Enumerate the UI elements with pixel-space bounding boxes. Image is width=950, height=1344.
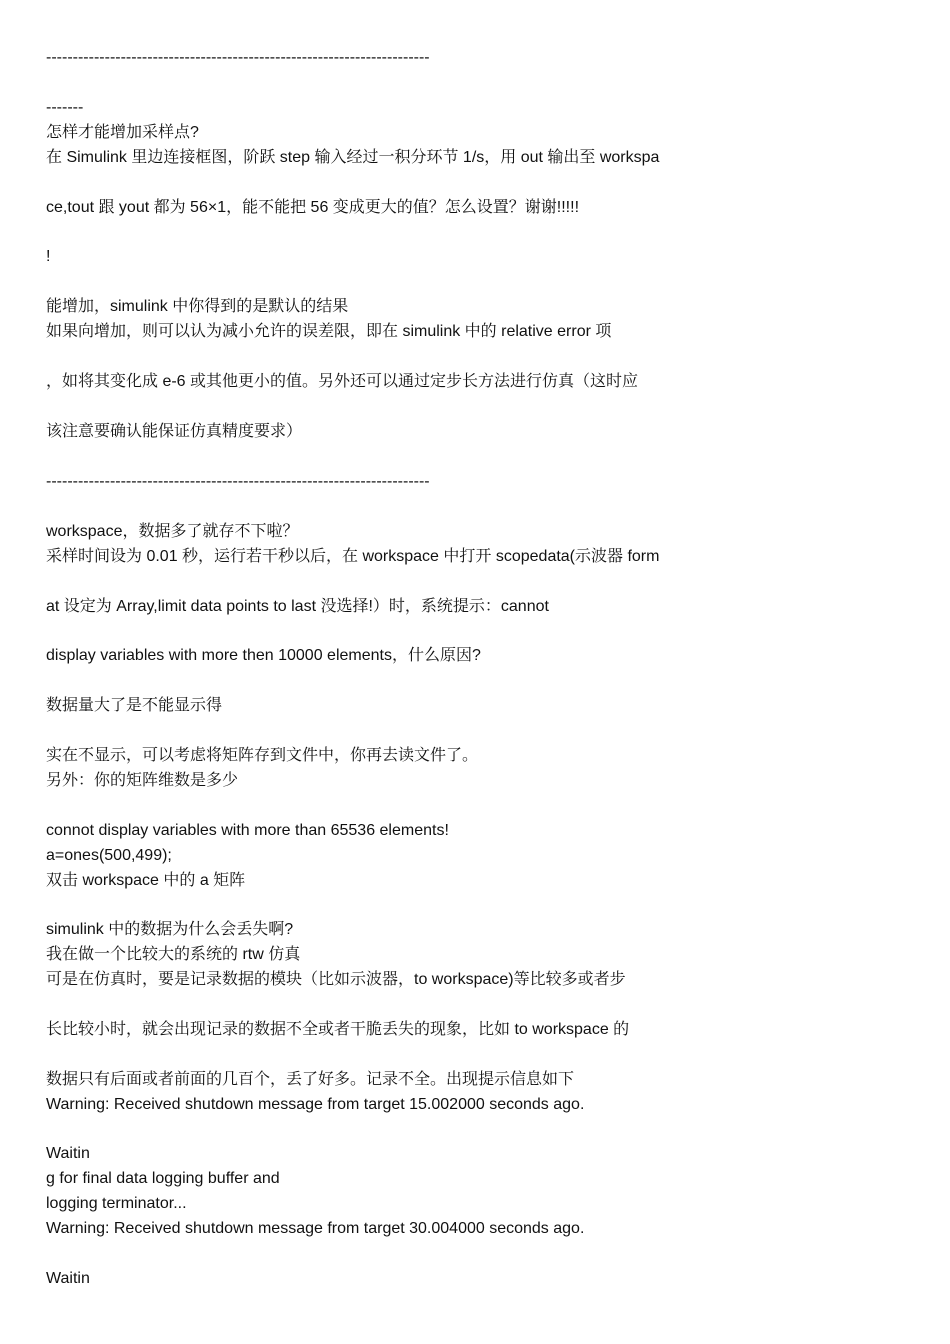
text-line: 在 Simulink 里边连接框图，阶跃 step 输入经过一积分环节 1/s，用 out 输出至 workspa bbox=[46, 149, 660, 166]
text-line: 数据量大了是不能显示得 bbox=[46, 697, 223, 714]
text-line: 双击 workspace 中的 a 矩阵 bbox=[46, 872, 246, 889]
text-line: ，如将其变化成 e-6 或其他更小的值。另外还可以通过定步长方法进行仿真（这时应 bbox=[46, 373, 639, 390]
text-line: 可是在仿真时，要是记录数据的模块（比如示波器，to workspace)等比较多或者步 bbox=[46, 971, 626, 988]
question-heading: 怎样才能增加采样点? bbox=[46, 124, 199, 141]
text-line: ! bbox=[46, 248, 51, 265]
text-line: 长比较小时，就会出现记录的数据不全或者干脆丢失的现象，比如 to workspace 的 bbox=[46, 1021, 630, 1038]
text-line: display variables with more then 10000 elements，什么原因? bbox=[46, 647, 481, 664]
question-heading: simulink 中的数据为什么会丢失啊? bbox=[46, 921, 294, 938]
warning-message: Warning: Received shutdown message from target 15.002000 seconds ago. bbox=[46, 1096, 585, 1113]
text-line: 如果向增加，则可以认为减小允许的误差限，即在 simulink 中的 relative error 项 bbox=[46, 323, 612, 340]
text-line: Waitin bbox=[46, 1145, 90, 1162]
text-line: at 设定为 Array,limit data points to last 没选择!）时，系统提示：cannot bbox=[46, 598, 549, 615]
text-line: 数据只有后面或者前面的几百个，丢了好多。记录不全。出现提示信息如下 bbox=[46, 1071, 575, 1088]
separator-line: ------------------------------------------------------------------------ bbox=[46, 473, 430, 490]
text-line: g for final data logging buffer and bbox=[46, 1170, 280, 1187]
separator-line: ------- bbox=[46, 99, 84, 116]
code-line: a=ones(500,499); bbox=[46, 847, 172, 864]
text-line: logging terminator... bbox=[46, 1195, 187, 1212]
text-line: Waitin bbox=[46, 1270, 90, 1287]
text-line: ce,tout 跟 yout 都为 56×1，能不能把 56 变成更大的值？怎么设置？谢谢!!!!! bbox=[46, 199, 580, 216]
text-line: 该注意要确认能保证仿真精度要求） bbox=[46, 423, 303, 440]
text-line: 实在不显示，可以考虑将矩阵存到文件中，你再去读文件了。 bbox=[46, 747, 479, 764]
text-line: 另外：你的矩阵维数是多少 bbox=[46, 772, 239, 789]
text-line: 能增加，simulink 中你得到的是默认的结果 bbox=[46, 298, 349, 315]
question-heading: workspace，数据多了就存不下啦？ bbox=[46, 523, 299, 540]
text-line: 我在做一个比较大的系统的 rtw 仿真 bbox=[46, 946, 301, 963]
warning-message: Warning: Received shutdown message from target 30.004000 seconds ago. bbox=[46, 1220, 585, 1237]
text-line: connot display variables with more than 65536 elements! bbox=[46, 822, 449, 839]
text-line: 采样时间设为 0.01 秒，运行若干秒以后，在 workspace 中打开 scopedata(示波器 form bbox=[46, 548, 660, 565]
separator-line: ------------------------------------------------------------------------ bbox=[46, 49, 430, 66]
